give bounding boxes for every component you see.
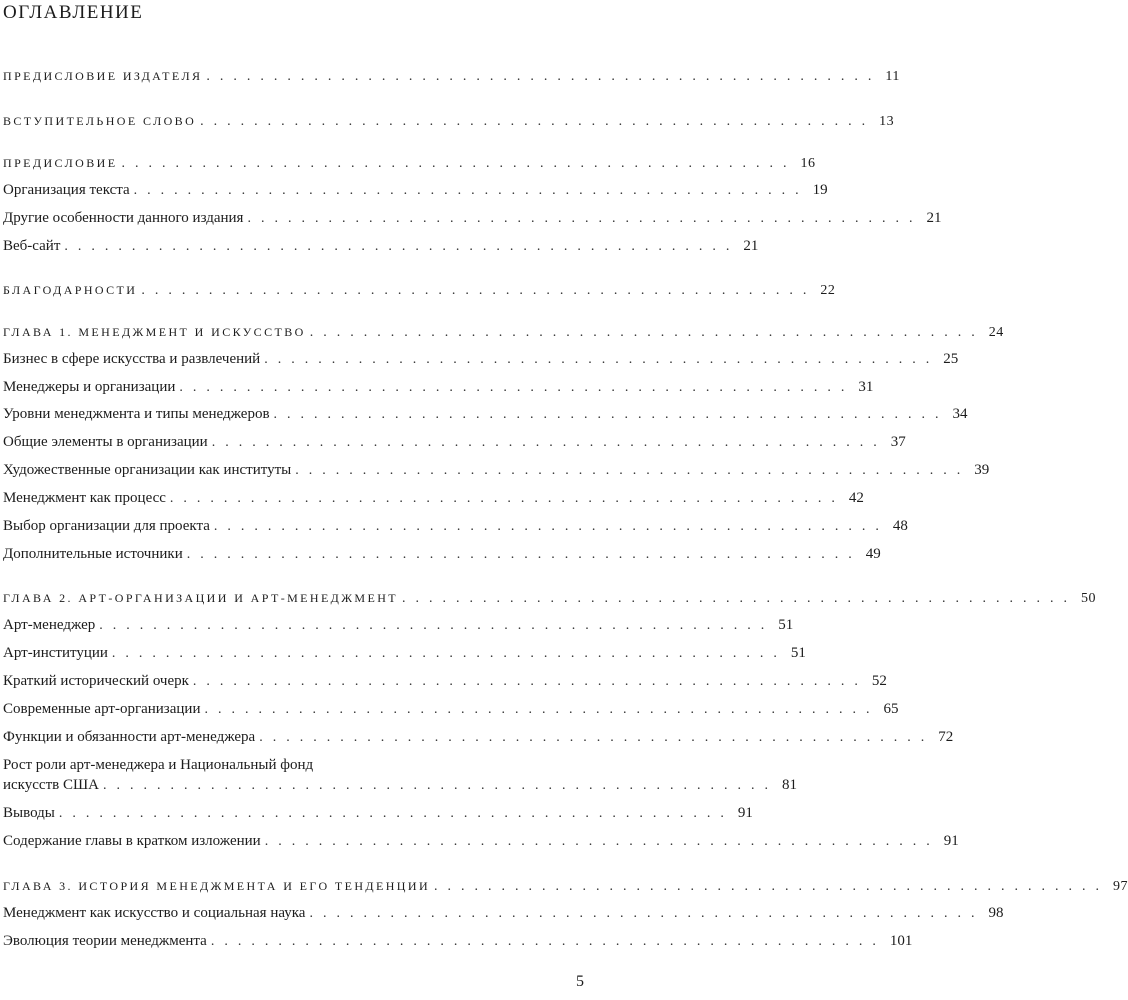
toc-entry-page: 51: [778, 617, 794, 633]
toc-entry[interactable]: [3, 831, 959, 852]
leader-dots: ..................................................: [111, 646, 787, 661]
leader-dots: ..................................................: [186, 547, 862, 562]
toc-entry-foreword[interactable]: [3, 111, 895, 132]
toc-entry[interactable]: [3, 180, 828, 201]
toc-entry[interactable]: [3, 432, 906, 453]
toc-entry-page: 21: [743, 238, 759, 254]
leader-dots: ..................................................: [169, 491, 845, 506]
toc-entry[interactable]: [3, 615, 794, 636]
toc-entry-label: ГЛАВА 2. АРТ-ОРГАНИЗАЦИИ И АРТ-МЕНЕДЖМЕНТ: [3, 591, 399, 605]
toc-entry-page: 31: [858, 379, 874, 395]
toc-entry-page: 24: [988, 325, 1004, 340]
toc-entry[interactable]: [3, 903, 1004, 924]
toc-entry-label: Другие особенности данного издания: [3, 210, 244, 226]
toc-entry-label: Общие элементы в организации: [3, 434, 208, 450]
leader-dots: ..................................................: [102, 778, 778, 793]
page-number: 5: [576, 973, 584, 990]
leader-dots: ..................................................: [309, 906, 985, 921]
leader-dots: ..................................................: [434, 879, 1110, 894]
toc-entry[interactable]: [3, 404, 968, 425]
toc-entry-page: 19: [812, 182, 828, 198]
toc-entry-page: 25: [943, 351, 959, 367]
toc-entry-page: 48: [892, 518, 908, 534]
toc-entry-page: 91: [737, 805, 753, 821]
toc-entry-page: 49: [865, 546, 881, 562]
leader-dots: ..................................................: [273, 407, 949, 422]
leader-dots: ..................................................: [192, 674, 868, 689]
leader-dots: ..................................................: [200, 114, 876, 129]
toc-entry-page: 52: [871, 673, 887, 689]
toc-entry[interactable]: [3, 727, 954, 748]
toc-entry-page: 22: [820, 283, 836, 298]
toc-entry[interactable]: [3, 208, 942, 229]
leader-dots: ..................................................: [309, 325, 985, 340]
toc-entry-publisher-preface[interactable]: [3, 66, 900, 87]
toc-entry-preface[interactable]: [3, 153, 816, 174]
toc-entry-label: Менеджмент как искусство и социальная наука: [3, 905, 306, 921]
toc-entry-page: 39: [974, 462, 990, 478]
leader-dots: ..................................................: [179, 380, 855, 395]
toc-entry[interactable]: [3, 488, 864, 509]
toc-entry[interactable]: [3, 643, 806, 664]
toc-entry-label: Художественные организации как институты: [3, 462, 292, 478]
toc-entry-page: 16: [800, 156, 816, 171]
toc-entry[interactable]: [3, 699, 899, 720]
toc-entry[interactable]: [3, 236, 759, 257]
toc-entry-chapter-1[interactable]: [3, 322, 1004, 343]
toc-entry-label: Содержание главы в кратком изложении: [3, 833, 261, 849]
toc-entry-chapter-2[interactable]: [3, 588, 1097, 609]
toc-entry-page: 11: [885, 69, 900, 84]
toc-entry-page: 97: [1113, 879, 1128, 894]
leader-dots: ..................................................: [204, 702, 880, 717]
toc-entry-page: 81: [781, 777, 797, 793]
leader-dots: ..................................................: [247, 211, 923, 226]
toc-entry-label-line-1: Рост роли арт-менеджера и Национальный фонд: [3, 757, 314, 773]
toc-entry-label: Современные арт-организации: [3, 701, 201, 717]
toc-entry[interactable]: [3, 516, 908, 537]
leader-dots: ..................................................: [264, 352, 940, 367]
toc-entry-label: Уровни менеджмента и типы менеджеров: [3, 406, 270, 422]
toc-entry-label: ГЛАВА 1. МЕНЕДЖМЕНТ И ИСКУССТВО: [3, 325, 306, 339]
toc-entry[interactable]: [3, 460, 990, 481]
toc-entry-page: 13: [879, 114, 895, 129]
toc-entry-page: 21: [926, 210, 942, 226]
toc-entry-label: БЛАГОДАРНОСТИ: [3, 283, 138, 297]
toc-entry-label: Организация текста: [3, 182, 130, 198]
toc-entry-label: Менеджмент как процесс: [3, 490, 166, 506]
toc-entry-label: Веб-сайт: [3, 238, 61, 254]
toc-entry-page: 37: [890, 434, 906, 450]
toc-entry[interactable]: [3, 931, 913, 952]
toc-entry-acknowledgements[interactable]: [3, 280, 836, 301]
toc-entry-page: 51: [790, 645, 806, 661]
toc-entry-page: 50: [1081, 591, 1097, 606]
leader-dots: ..................................................: [295, 463, 971, 478]
toc-entry-label: ВСТУПИТЕЛЬНОЕ СЛОВО: [3, 114, 197, 128]
leader-dots: ..................................................: [206, 69, 882, 84]
toc-entry-label: ПРЕДИСЛОВИЕ ИЗДАТЕЛЯ: [3, 69, 203, 83]
toc-entry-label: Выбор организации для проекта: [3, 518, 210, 534]
leader-dots: ..................................................: [141, 283, 817, 298]
toc-entry[interactable]: [3, 349, 959, 370]
toc-entry-label: Арт-менеджер: [3, 617, 96, 633]
toc-entry-page: 72: [938, 729, 954, 745]
leader-dots: ..................................................: [264, 834, 940, 849]
leader-dots: ..................................................: [402, 591, 1078, 606]
leader-dots: ..................................................: [99, 618, 775, 633]
leader-dots: ..................................................: [210, 934, 886, 949]
toc-entry-page: 42: [848, 490, 864, 506]
toc-entry-page: 98: [988, 905, 1004, 921]
toc-entry[interactable]: [3, 803, 753, 824]
toc-entry-label: Арт-институции: [3, 645, 108, 661]
leader-dots: ..................................................: [259, 730, 935, 745]
toc-entry-label: Менеджеры и организации: [3, 379, 176, 395]
toc-entry-label: Краткий исторический очерк: [3, 673, 189, 689]
toc-entry[interactable]: [3, 377, 874, 398]
leader-dots: ..................................................: [213, 519, 889, 534]
toc-entry-label: Эволюция теории менеджмента: [3, 933, 207, 949]
toc-entry-label: искусств США: [3, 777, 99, 793]
toc-entry-label: Бизнес в сфере искусства и развлечений: [3, 351, 261, 367]
toc-entry-label: ПРЕДИСЛОВИЕ: [3, 156, 118, 170]
toc-entry-page: 101: [889, 933, 913, 949]
toc-entry-label: Выводы: [3, 805, 55, 821]
toc-entry-page: 65: [883, 701, 899, 717]
leader-dots: ..................................................: [64, 239, 740, 254]
leader-dots: ..................................................: [211, 435, 887, 450]
toc-entry-label: Дополнительные источники: [3, 546, 183, 562]
toc-entry-page: 34: [952, 406, 968, 422]
page-title: ОГЛАВЛЕНИЕ: [3, 2, 144, 23]
leader-dots: ..................................................: [133, 183, 809, 198]
toc-entry-chapter-3[interactable]: [3, 876, 1128, 897]
toc-entry-label: Функции и обязанности арт-менеджера: [3, 729, 256, 745]
toc-entry-two-line[interactable]: [3, 755, 797, 796]
leader-dots: ..................................................: [58, 806, 734, 821]
toc-entry-label: ГЛАВА 3. ИСТОРИЯ МЕНЕДЖМЕНТА И ЕГО ТЕНДЕНЦИИ: [3, 879, 431, 893]
toc-entry[interactable]: [3, 544, 881, 565]
leader-dots: ..................................................: [121, 156, 797, 171]
toc-entry[interactable]: [3, 671, 887, 692]
toc-entry-page: 91: [943, 833, 959, 849]
